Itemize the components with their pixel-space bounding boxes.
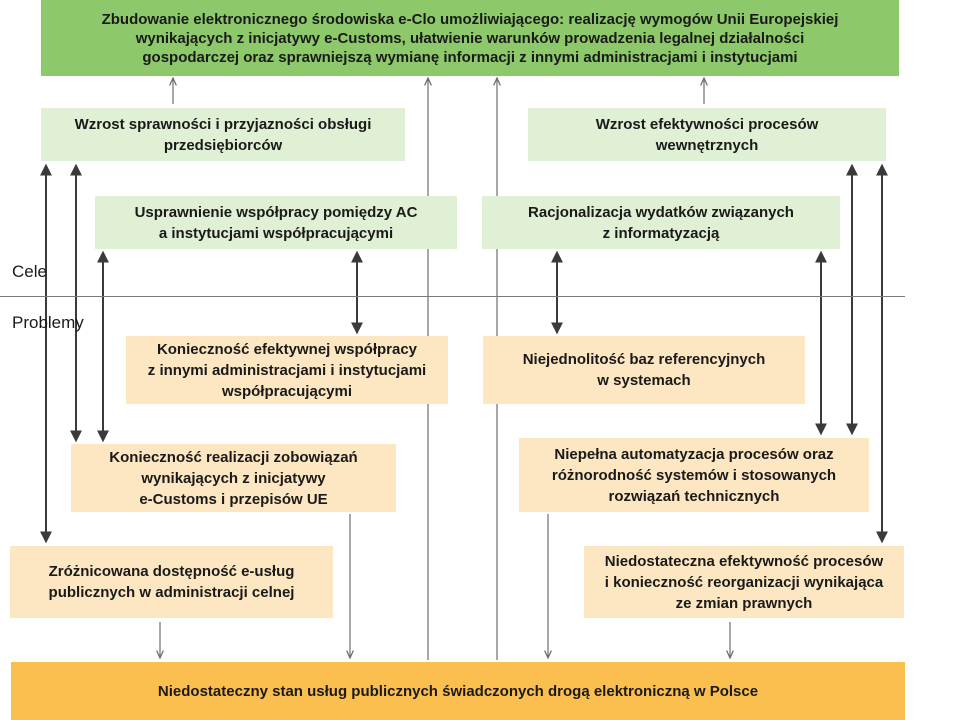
problem-obligations-line: e-Customs i przepisów UE [139, 490, 328, 508]
problem-process-line: ze zmian prawnych [675, 594, 813, 612]
problem-cooperation-line: Konieczność efektywnej współpracy [156, 340, 418, 358]
problem-reference-db-box [483, 336, 805, 404]
problem-reference-db-line: Niejednolitość baz referencyjnych [522, 351, 766, 368]
goals-section-label: Cele [12, 262, 47, 281]
goal-service-line: Wzrost sprawności i przyjazności obsługi [74, 115, 372, 133]
goal-cooperation-line: Usprawnienie współpracy pomiędzy AC [134, 203, 418, 221]
section-divider [0, 296, 905, 297]
root-problem-text: Niedostateczny stan usług publicznych świadczonych drogą elektroniczną w Polsce [157, 682, 759, 700]
problems-section-label: Problemy [12, 313, 84, 332]
problem-reference-db-line: w systemach [597, 372, 691, 389]
goal-service-line: przedsiębiorców [163, 136, 283, 154]
problem-process-efficiency-box [584, 546, 904, 618]
goal-cooperation-box [95, 196, 457, 249]
problem-automation-line: różnorodność systemów i stosowanych [551, 466, 837, 484]
main-goal-line: wynikających z inicjatywy e-Customs, ułatwienie warunków prowadzenia legalnej działalności [135, 29, 805, 47]
main-goal-line: Zbudowanie elektronicznego środowiska e-Clo umożliwiającego: realizację wymogów Unii Europejskiej [101, 10, 839, 28]
problem-process-line: Niedostateczna efektywność procesów [604, 552, 884, 570]
problem-obligations-box [71, 444, 396, 512]
problem-obligations-line: Konieczność realizacji zobowiązań [109, 448, 358, 466]
goal-rationalization-box [482, 196, 840, 249]
problem-automation-box [519, 438, 869, 512]
problem-cooperation-line: współpracującymi [221, 382, 353, 400]
problem-cooperation-box [126, 336, 448, 404]
problem-automation-line: Niepełna automatyzacja procesów oraz [554, 445, 834, 463]
problem-process-line: i konieczność reorganizacji wynikająca [604, 573, 884, 591]
problem-eservices-line: Zróżnicowana dostępność e-usług [48, 563, 295, 580]
goal-efficiency-line: wewnętrznych [655, 136, 759, 154]
goal-rationalization-line: z informatyzacją [602, 224, 720, 242]
goal-service-box [41, 108, 405, 161]
problem-eservices-line: publicznych w administracji celnej [48, 584, 295, 601]
root-problem-box [11, 662, 905, 720]
main-goal-box [41, 0, 899, 76]
problem-automation-line: rozwiązań technicznych [608, 487, 780, 505]
problem-obligations-line: wynikających z inicjatywy [141, 469, 326, 487]
main-goal-line: gospodarczej oraz sprawniejszą wymianę informacji z innymi administracjami i instytucjami [142, 48, 798, 66]
problem-cooperation-line: z innymi administracjami i instytucjami [147, 361, 427, 379]
problem-eservices-box [10, 546, 333, 618]
goal-efficiency-box [528, 108, 886, 161]
goal-cooperation-line: a instytucjami współpracującymi [158, 224, 394, 242]
goal-efficiency-line: Wzrost efektywności procesów [595, 115, 819, 133]
goal-rationalization-line: Racjonalizacja wydatków związanych [528, 203, 794, 221]
